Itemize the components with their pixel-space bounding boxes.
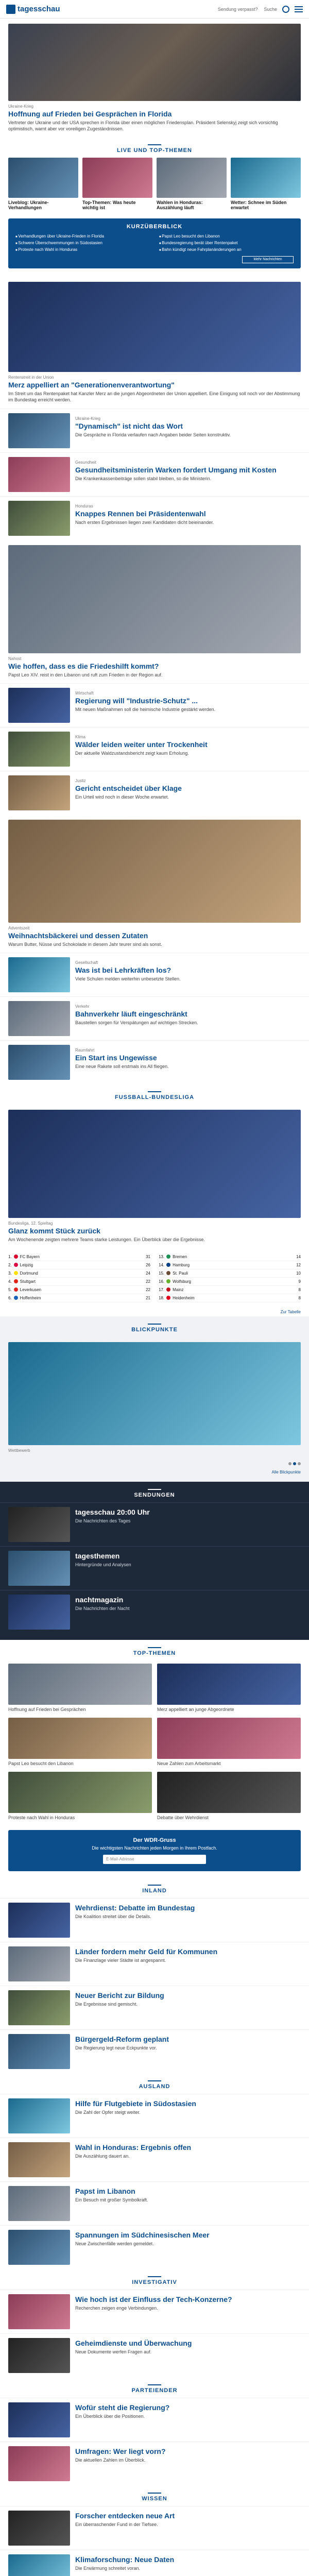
sendung-teaser: Die Nachrichten des Tages [75,1518,131,1523]
live-card[interactable] [82,158,152,210]
lead-headline: Merz appelliert an "Generationenverantwortung" [8,381,175,389]
topthema-card[interactable] [8,1718,152,1767]
inland-headline: Bürgergeld-Reform geplant [75,2035,169,2044]
table-team: Mainz [173,1287,184,1292]
topthema-thumb [157,1718,301,1759]
ausland-item[interactable] [0,2138,309,2181]
table-right [159,1253,301,1302]
sendung-thumb [8,1595,70,1630]
blickpunkte-title: BLICKPUNKTE [0,1316,309,1337]
inland-teaser: Die Ergebnisse sind gemischt. [75,2002,138,2007]
list-teaser: Viele Schulen melden weiterhin unbesetzte Stellen. [75,976,181,981]
table-pos: 15. [159,1270,165,1276]
bundesliga-title: FUSSBALL-BUNDESLIGA [0,1084,309,1105]
list-teaser: Der aktuelle Waldzustandsbericht zeigt kaum Erholung. [75,750,189,756]
sendung-item[interactable] [0,1590,309,1634]
investigativ-headline: Wie hoch ist der Einfluss der Tech-Konzerne? [75,2295,232,2304]
list-thumb [8,457,70,492]
live-card[interactable] [8,158,78,210]
live-card-title: Wahlen in Honduras: Auszählung läuft [157,200,203,211]
topthema-title: Debatte über Wehrdienst [157,1815,209,1821]
live-card-title: Wetter: Schnee im Süden erwartet [231,200,287,211]
investigativ-item[interactable] [0,2290,309,2333]
topthema-title: Neue Zahlen zum Arbeitsmarkt [157,1761,221,1767]
blickpunkte-more-link[interactable]: Alle Blickpunkte [271,1469,301,1475]
table-team: Dortmund [20,1270,38,1276]
wissen-headline: Forscher entdecken neue Art [75,2512,175,2520]
topthemen-title: TOP-THEMEN [0,1640,309,1660]
list-kicker: Raumfahrt [75,1047,95,1053]
blickpunkte-kicker: Wettbewerb [8,1448,30,1453]
wissen-teaser: Ein überraschender Fund in der Tiefsee. [75,2522,158,2528]
lead-teaser: Im Streit um das Rentenpaket hat Kanzler Merz an die jungen Abgeordneten der Union appelliert. Eine Einigung soll noch vor der Abstimmung im Bundestag erreicht werden. [8,391,300,403]
topthema-title: Hoffnung auf Frieden bei Gesprächen [8,1706,86,1712]
parteien-title: PARTEIENDER [0,2377,309,2398]
table-pos: 17. [159,1287,165,1292]
list-kicker: Justiz [75,778,86,783]
feature2-image [8,820,301,923]
list-headline: Was ist bei Lehrkräften los? [75,965,171,974]
parteien-thumb [8,2446,70,2481]
list-item[interactable] [0,683,309,727]
list-kicker: Ukraine-Krieg [75,416,100,421]
list-kicker: Honduras [75,503,93,509]
table-row[interactable] [159,1294,301,1302]
table-team: Heidenheim [173,1295,195,1300]
sendung-item[interactable] [0,1546,309,1590]
sendung-teaser: Hintergründe und Analysen [75,1562,131,1567]
live-thumb [82,158,152,198]
table-pos: 13. [159,1254,165,1259]
header-link-suche[interactable]: Suche [264,6,277,12]
ausland-teaser: Die Zahl der Opfer steigt weiter. [75,2110,141,2115]
table-points: 10 [296,1270,301,1276]
kurz-item[interactable]: ■ Proteste nach Wahl in Honduras [15,247,150,252]
hero-article[interactable] [0,19,309,137]
live-card-title: Liveblog: Ukraine-Verhandlungen [8,200,49,211]
table-row[interactable] [8,1261,150,1269]
bundesliga-headline: Glanz kommt Stück zurück [8,1226,100,1235]
feature2-headline: Weihnachtsbäckerei und dessen Zutaten [8,931,148,940]
list-kicker: Klima [75,734,86,739]
kurz-more-button[interactable]: Mehr Nachrichten [242,256,294,263]
list-teaser: Eine neue Rakete soll erstmals ins All fliegen. [75,1063,169,1069]
hero-image [8,24,301,101]
list-thumb [8,501,70,536]
investigativ-headline: Geheimdienste und Überwachung [75,2339,192,2348]
ausland-thumb [8,2230,70,2265]
topthema-title: Papst Leo besucht den Libanon [8,1761,74,1767]
topthema-card[interactable] [8,1772,152,1821]
table-points: 22 [146,1279,150,1284]
bundesliga-teaser: Am Wochenende zeigten mehrere Teams starke Leistungen. Ein Überblick über die Ergebnisse. [8,1236,205,1242]
topthemen-grid [0,1660,309,1824]
investigativ-thumb [8,2294,70,2329]
table-points: 8 [298,1287,301,1292]
team-crest-icon [166,1255,170,1259]
team-crest-icon [166,1263,170,1267]
sendung-item[interactable] [0,1502,309,1546]
inland-thumb [8,1990,70,2025]
topthema-title: Proteste nach Wahl in Honduras [8,1815,75,1821]
list-item[interactable] [0,953,309,996]
wissen-thumb [8,2511,70,2546]
investigativ-title: INVESTIGATIV [0,2269,309,2290]
feature-headline: Wie hoffen, dass es die Friedeshilft kommt? [8,662,159,670]
inland-thumb [8,1946,70,1981]
investigativ-teaser: Recherchen zeigen enge Verbindungen. [75,2306,158,2311]
sendung-headline: tagesthemen [75,1551,120,1560]
team-crest-icon [14,1287,18,1292]
kurz-item[interactable]: ■ Papst Leo besucht den Libanon [159,234,294,239]
wissen-teaser: Die Erwärmung schreitet voran. [75,2566,141,2571]
bundesliga-table [0,1248,309,1308]
wissen-item[interactable] [0,2550,309,2576]
table-row[interactable] [159,1269,301,1278]
blickpunkte-section [0,1316,309,1482]
table-team: Hamburg [173,1262,190,1267]
team-crest-icon [166,1271,170,1275]
table-points: 26 [146,1262,150,1267]
sendung-thumb [8,1507,70,1542]
live-row [0,158,309,210]
table-pos: 16. [159,1279,165,1284]
parteien-headline: Umfragen: Wer liegt vorn? [75,2447,166,2456]
blickpunkte-article[interactable] [0,1337,309,1458]
inland-item[interactable] [0,1898,309,1942]
table-points: 22 [146,1287,150,1292]
list-headline: Regierung will "Industrie-Schutz" ... [75,696,198,705]
ausland-headline: Spannungen im Südchinesischen Meer [75,2231,210,2240]
table-pos: 14. [159,1262,165,1267]
live-card-title: Top-Themen: Was heute wichtig ist [82,200,136,211]
feature-article[interactable] [0,540,309,683]
live-thumb [157,158,227,198]
inland-item[interactable] [0,2029,309,2073]
table-points: 14 [296,1254,301,1259]
table-points: 31 [146,1254,150,1259]
topthema-card[interactable] [157,1718,301,1767]
inland-teaser: Die Finanzlage vieler Städte ist angespannt. [75,1958,166,1963]
ausland-thumb [8,2186,70,2221]
wissen-headline: Klimaforschung: Neue Daten [75,2555,175,2564]
ausland-teaser: Neue Zwischenfälle werden gemeldet. [75,2241,154,2247]
table-team: Leipzig [20,1262,33,1267]
table-row[interactable] [8,1278,150,1286]
list-kicker: Gesundheit [75,460,96,465]
topthema-thumb [8,1772,152,1813]
table-team: Hoffenheim [20,1295,41,1300]
hero-kicker: Ukraine-Krieg [8,104,33,109]
carousel-dots[interactable] [0,1458,309,1468]
list-thumb [8,688,70,723]
feature2-teaser: Warum Butter, Nüsse und Schokolade in diesem Jahr teurer sind als sonst. [8,941,162,947]
logo-icon [6,5,15,14]
table-team: Bremen [173,1254,187,1259]
ausland-item[interactable] [0,2225,309,2269]
feature-teaser: Papst Leo XIV. reist in den Libanon und ruft zum Frieden in der Region auf. [8,672,163,677]
topthema-thumb [157,1772,301,1813]
wissen-item[interactable] [0,2506,309,2550]
table-pos: 18. [159,1295,165,1300]
team-crest-icon [14,1263,18,1267]
team-crest-icon [166,1296,170,1300]
list-teaser: Nach ersten Ergebnissen liegen zwei Kandidaten dicht beieinander. [75,519,214,525]
table-row[interactable] [159,1261,301,1269]
table-row[interactable] [159,1253,301,1261]
ausland-thumb [8,2142,70,2177]
ausland-title: AUSLAND [0,2073,309,2094]
feature-image [8,545,301,653]
investigativ-teaser: Neue Dokumente werfen Fragen auf. [75,2349,152,2355]
list-item[interactable] [0,771,309,815]
topthema-thumb [157,1664,301,1705]
team-crest-icon [14,1255,18,1259]
kurz-item[interactable]: ■ Bahn kündigt neue Fahrplanänderungen an [159,247,294,252]
sendung-thumb [8,1551,70,1586]
list-thumb [8,957,70,992]
table-pos: 3. [8,1270,12,1276]
bundesliga-image [8,1110,301,1218]
newsletter-text: Die wichtigsten Nachrichten jeden Morgen in Ihrem Postfach. [92,1845,217,1851]
list-item[interactable] [0,996,309,1040]
feature2-kicker: Adventszeit [8,925,30,930]
table-row[interactable] [8,1253,150,1261]
table-points: 8 [298,1295,301,1300]
list-headline: Gericht entscheidet über Klage [75,784,182,792]
team-crest-icon [14,1296,18,1300]
team-crest-icon [14,1271,18,1275]
topthema-thumb [8,1664,152,1705]
list-item[interactable] [0,496,309,540]
inland-teaser: Die Koalition streitet über die Details. [75,1914,151,1920]
topthema-card[interactable] [8,1664,152,1713]
list-headline: Wälder leiden weiter unter Trockenheit [75,740,208,749]
ausland-headline: Hilfe für Flutgebiete in Südostasien [75,2099,196,2108]
bundesliga-kicker: Bundesliga, 12. Spieltag [8,1221,53,1226]
inland-thumb [8,1903,70,1938]
live-card[interactable] [231,158,301,210]
ausland-item[interactable] [0,2094,309,2138]
list-headline: "Dynamisch" ist nicht das Wort [75,421,183,430]
team-crest-icon [166,1287,170,1292]
live-section-title: LIVE UND TOP-THEMEN [0,137,309,158]
table-pos: 6. [8,1295,12,1300]
topthema-title: Merz appelliert an junge Abgeordnete [157,1706,234,1712]
table-team: St. Pauli [173,1270,188,1276]
inland-teaser: Die Regierung legt neue Eckpunkte vor. [75,2045,157,2051]
sendungen-title: SENDUNGEN [0,1482,309,1502]
ausland-thumb [8,2098,70,2133]
logo[interactable] [6,5,60,14]
table-team: Stuttgart [20,1279,36,1284]
sendung-headline: nachtmagazin [75,1595,124,1604]
sendung-headline: tagesschau 20:00 Uhr [75,1507,150,1516]
list-item[interactable] [0,409,309,452]
list-headline: Gesundheitsministerin Warken fordert Umgang mit Kosten [75,465,277,474]
list-thumb [8,775,70,810]
inland-thumb [8,2034,70,2069]
parteien-teaser: Die aktuellen Zahlen im Überblick. [75,2458,146,2463]
blickpunkte-image [8,1342,301,1445]
list-thumb [8,732,70,767]
parteien-item[interactable] [0,2398,309,2442]
table-pos: 4. [8,1279,12,1284]
ausland-item[interactable] [0,2181,309,2225]
table-left [8,1253,150,1302]
list-item[interactable] [0,727,309,771]
topthema-card[interactable] [157,1664,301,1713]
list-thumb [8,1045,70,1080]
list-kicker: Gesellschaft [75,960,98,965]
list-item[interactable] [0,1040,309,1084]
inland-headline: Neuer Bericht zur Bildung [75,1991,164,2000]
list-item[interactable] [0,452,309,496]
sendung-teaser: Die Nachrichten der Nacht [75,1605,130,1611]
inland-title: INLAND [0,1877,309,1898]
feature2-article[interactable] [0,815,309,953]
ausland-headline: Papst im Libanon [75,2187,135,2196]
search-icon[interactable] [282,6,289,13]
parteien-item[interactable] [0,2442,309,2485]
feature-kicker: Nahost [8,656,22,661]
table-team: Leverkusen [20,1287,42,1292]
table-points: 21 [146,1295,150,1300]
kurz-item[interactable]: ■ Verhandlungen über Ukraine-Frieden in Florida [15,234,150,239]
list-teaser: Ein Urteil wird noch in dieser Woche erwartet. [75,794,169,800]
table-points: 12 [296,1262,301,1267]
list-headline: Ein Start ins Ungewisse [75,1053,157,1062]
kurzueberblick-box [8,218,301,268]
wissen-title: WISSEN [0,2485,309,2506]
topthema-thumb [8,1718,152,1759]
table-team: Wolfsburg [173,1279,191,1284]
inland-item[interactable] [0,1942,309,1986]
list-headline: Knappes Rennen bei Präsidentenwahl [75,509,206,518]
table-pos: 5. [8,1287,12,1292]
table-more-link[interactable]: Zur Tabelle [280,1309,301,1314]
table-row[interactable] [8,1269,150,1278]
list-kicker: Wirtschaft [75,690,94,696]
table-team: FC Bayern [20,1254,40,1259]
parteien-headline: Wofür steht die Regierung? [75,2403,170,2412]
list-teaser: Die Krankenkassenbeiträge sollen stabil bleiben, so die Ministerin. [75,476,212,481]
kurzueberblick-title: KURZÜBERBLICK [126,224,183,230]
newsletter-title: Der WDR-Gruss [133,1837,176,1844]
investigativ-thumb [8,2338,70,2373]
lead-kicker: Rentenstreit in der Union [8,375,54,380]
newsletter-email-input[interactable]: E-Mail-Adresse [103,1855,206,1864]
site-header [0,0,309,19]
table-pos: 1. [8,1254,12,1259]
ausland-headline: Wahl in Honduras: Ergebnis offen [75,2143,192,2152]
live-thumb [8,158,78,198]
list-teaser: Mit neuen Maßnahmen soll die heimische Industrie gestärkt werden. [75,706,216,712]
table-points: 9 [298,1279,301,1284]
hero-teaser: Vertreter der Ukraine und der USA sprechen in Florida über einen möglichen Friedensplan. Präsident Selenskyj zeigt sich vorsichtig optimistisch, warnt aber vor voreiligen Zugeständnissen. [8,120,278,132]
list-kicker: Verkehr [75,1004,90,1009]
lead-article[interactable] [0,277,309,408]
live-thumb [231,158,301,198]
wissen-thumb [8,2554,70,2576]
inland-headline: Länder fordern mehr Geld für Kommunen [75,1947,218,1956]
table-row[interactable] [159,1286,301,1294]
table-row[interactable] [8,1286,150,1294]
inland-headline: Wehrdienst: Debatte im Bundestag [75,1904,195,1912]
kurz-item[interactable]: ■ Bundesregierung berät über Rentenpaket [159,241,294,245]
inland-item[interactable] [0,1986,309,2029]
newsletter-box [8,1830,301,1871]
parteien-thumb [8,2402,70,2437]
list-teaser: Baustellen sorgen für Verspätungen auf wichtigen Strecken. [75,1020,198,1025]
hero-headline[interactable]: Hoffnung auf Frieden bei Gesprächen in Florida [8,110,172,118]
investigativ-item[interactable] [0,2333,309,2377]
bundesliga-article[interactable] [0,1105,309,1248]
list-thumb [8,1001,70,1036]
sendungen-section [0,1482,309,1640]
table-points: 24 [146,1270,150,1276]
header-link-sendung[interactable]: Sendung verpasst? [217,6,258,12]
list-thumb [8,413,70,448]
table-row[interactable] [159,1278,301,1286]
list-headline: Bahnverkehr läuft eingeschränkt [75,1009,187,1018]
team-crest-icon [14,1279,18,1283]
menu-icon[interactable] [295,6,303,12]
list-teaser: Die Gespräche in Florida verlaufen nach Angaben beider Seiten konstruktiv. [75,432,231,437]
table-pos: 2. [8,1262,12,1267]
table-row[interactable] [8,1294,150,1302]
parteien-teaser: Ein Überblick über die Positionen. [75,2414,145,2419]
ausland-teaser: Ein Besuch mit großer Symbolkraft. [75,2197,148,2203]
logo-text: tagesschau [18,5,60,13]
team-crest-icon [166,1279,170,1283]
kurz-item[interactable]: ■ Schwere Überschwemmungen in Südostasien [15,241,150,245]
lead-image [8,282,301,372]
ausland-teaser: Die Auszählung dauert an. [75,2154,130,2159]
topthema-card[interactable] [157,1772,301,1821]
live-card[interactable] [157,158,227,210]
